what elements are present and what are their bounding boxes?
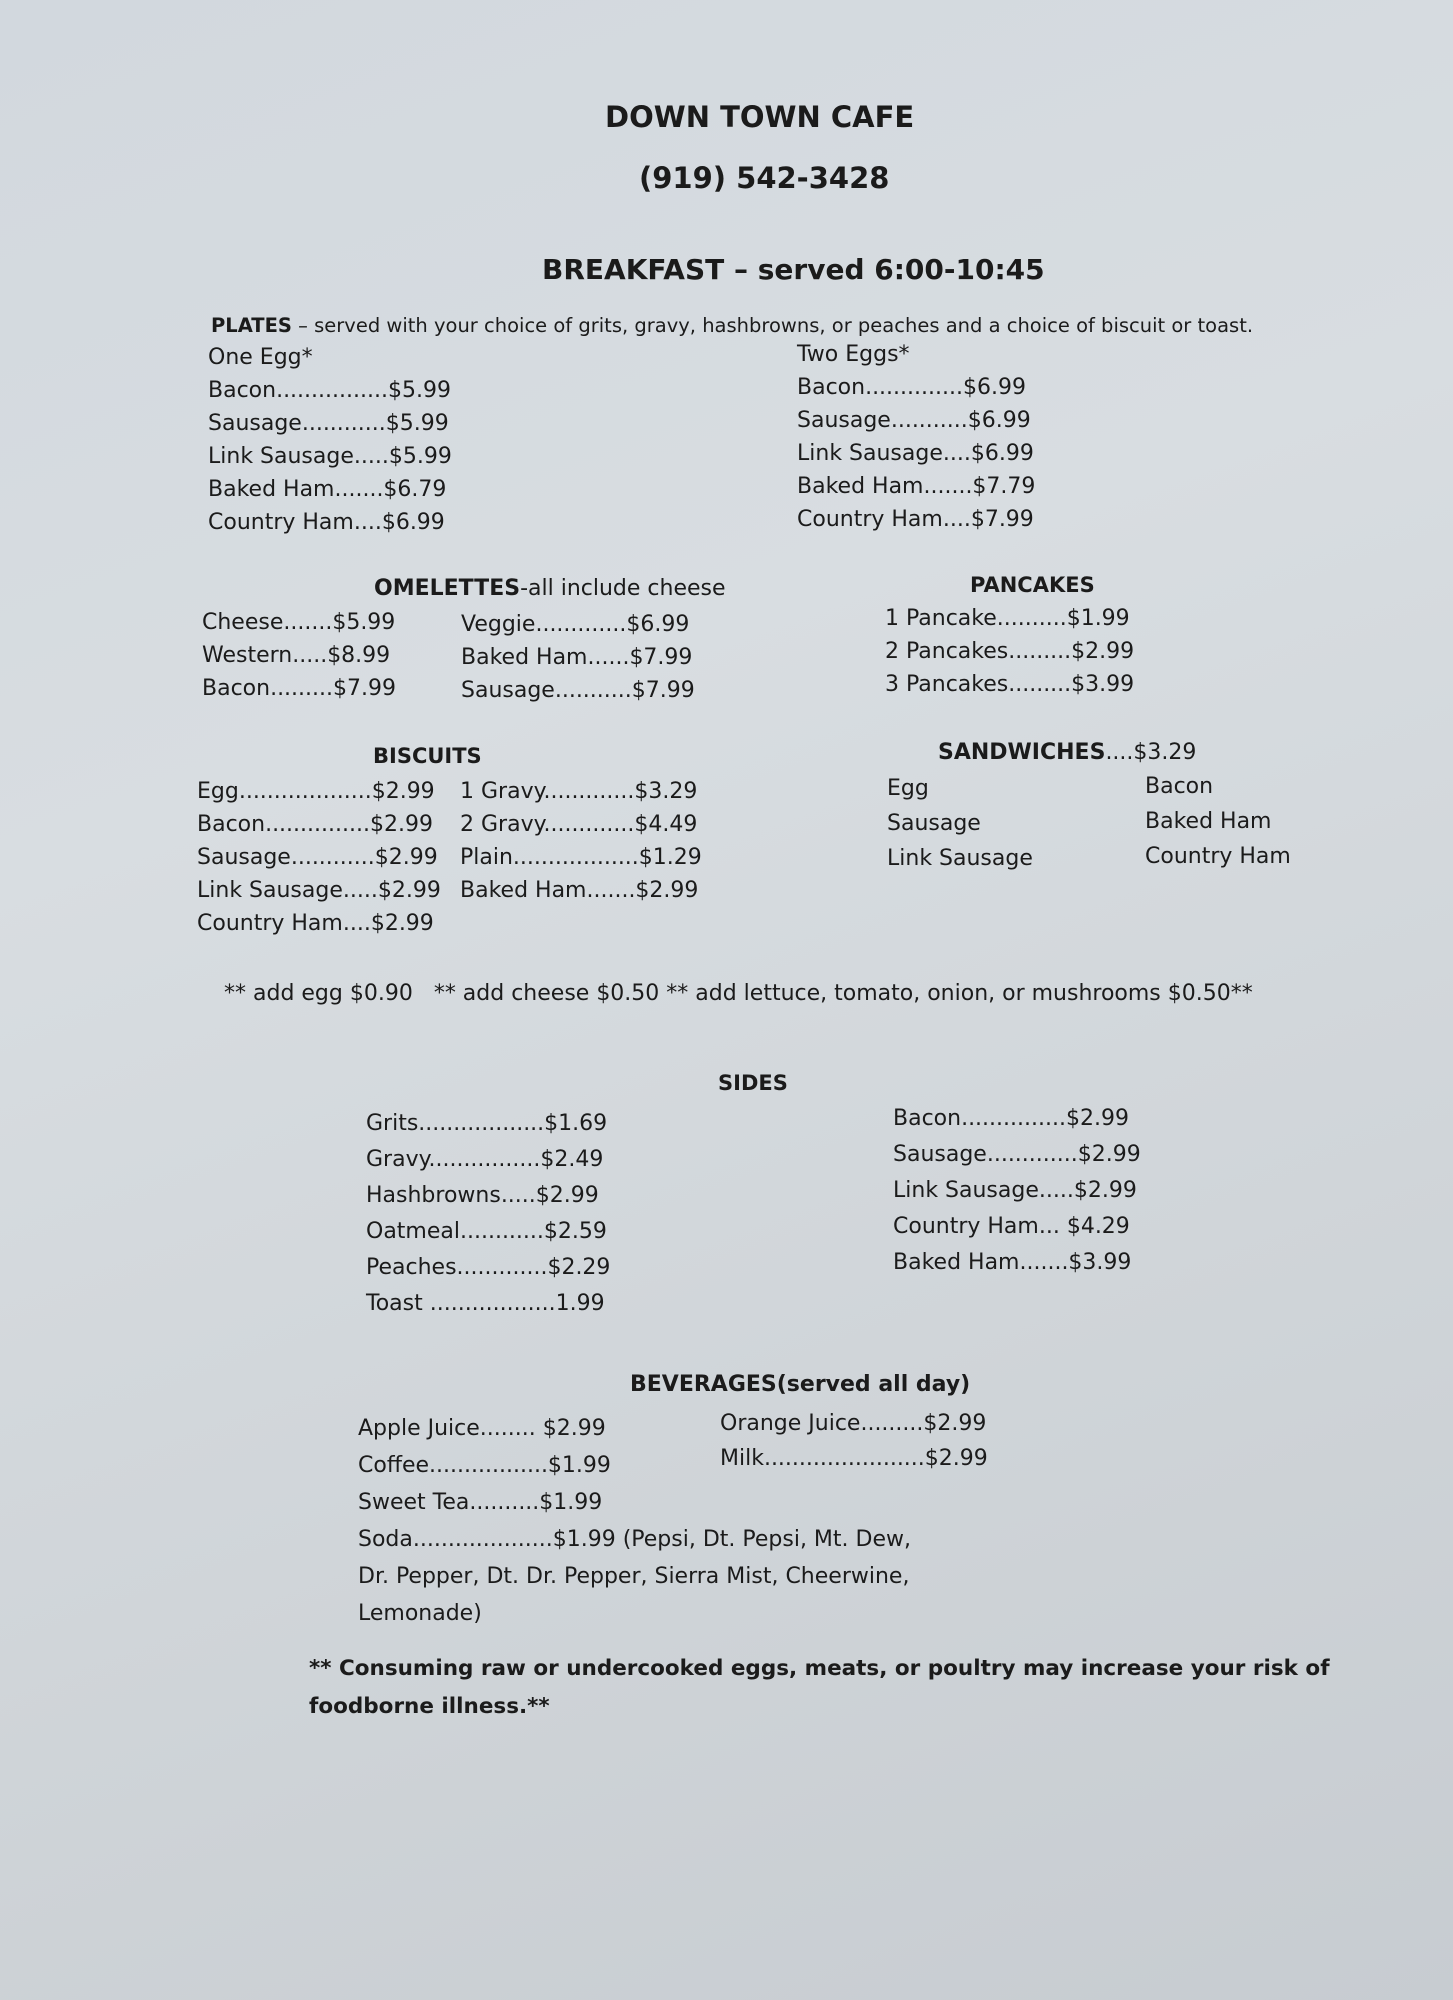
cafe-phone: (919) 542-3428 bbox=[639, 161, 890, 195]
list-item: Sausage...........$6.99 bbox=[797, 408, 1031, 433]
list-item: Oatmeal............$2.59 bbox=[366, 1219, 607, 1244]
list-item: Peaches.............$2.29 bbox=[366, 1255, 611, 1280]
list-item: Cheese.......$5.99 bbox=[202, 610, 396, 635]
omelettes-column-1 bbox=[202, 606, 396, 705]
list-item: Lemonade) bbox=[358, 1601, 482, 1626]
omelettes-heading bbox=[374, 578, 726, 600]
sandwiches-column-1 bbox=[887, 771, 1033, 876]
list-item: Bacon..............$6.99 bbox=[797, 375, 1026, 400]
list-item: Western.....$8.99 bbox=[202, 643, 391, 668]
beverages-title: BEVERAGES(served all day) bbox=[630, 1372, 971, 1397]
plates-heading bbox=[211, 314, 1253, 337]
list-item: Coffee.................$1.99 bbox=[358, 1453, 611, 1478]
list-item: Baked Ham bbox=[1145, 809, 1272, 834]
two-eggs-column bbox=[797, 338, 1035, 536]
biscuits-column-1 bbox=[197, 775, 441, 940]
list-item: Apple Juice........ $2.99 bbox=[358, 1416, 606, 1441]
list-item: 2 Gravy.............$4.49 bbox=[460, 812, 698, 837]
list-item: Sweet Tea..........$1.99 bbox=[358, 1490, 603, 1515]
list-item: 2 Pancakes.........$2.99 bbox=[885, 639, 1135, 664]
list-item: Country Ham....$7.99 bbox=[797, 507, 1034, 532]
sides-column-1 bbox=[366, 1106, 610, 1322]
list-item: Milk.......................$2.99 bbox=[720, 1446, 988, 1471]
omelettes-column-2 bbox=[461, 608, 695, 707]
list-item: Bacon...............$2.99 bbox=[893, 1106, 1129, 1131]
list-item: Orange Juice.........$2.99 bbox=[720, 1411, 987, 1436]
list-item: Gravy................$2.49 bbox=[366, 1147, 604, 1172]
list-item: Dr. Pepper, Dt. Dr. Pepper, Sierra Mist, Cheerwine, bbox=[358, 1564, 910, 1589]
list-item: 3 Pancakes.........$3.99 bbox=[885, 672, 1135, 697]
list-item: Link Sausage....$6.99 bbox=[797, 441, 1034, 466]
list-item: Link Sausage.....$2.99 bbox=[197, 878, 441, 903]
list-item: Sausage bbox=[887, 811, 981, 836]
list-item: Egg...................$2.99 bbox=[197, 779, 435, 804]
list-item: Baked Ham.......$6.79 bbox=[208, 477, 447, 502]
cafe-name: DOWN TOWN CAFE bbox=[605, 100, 915, 134]
warning-line-1: ** Consuming raw or undercooked eggs, meats, or poultry may increase your risk of bbox=[309, 1656, 1330, 1681]
list-item: Link Sausage.....$5.99 bbox=[208, 444, 452, 469]
warning-line-2: foodborne illness.** bbox=[309, 1694, 550, 1719]
list-item: Country Ham....$6.99 bbox=[208, 510, 445, 535]
list-item: Baked Ham......$7.99 bbox=[461, 645, 693, 670]
list-item: Bacon bbox=[1145, 774, 1214, 799]
list-item: Toast ..................1.99 bbox=[366, 1291, 605, 1316]
sandwiches-column-2 bbox=[1145, 769, 1291, 874]
list-item: Bacon...............$2.99 bbox=[197, 812, 433, 837]
list-item: Sausage...........$7.99 bbox=[461, 678, 695, 703]
list-item: Soda....................$1.99 (Pepsi, Dt. Pepsi, Mt. Dew, bbox=[358, 1527, 911, 1552]
list-item: Egg bbox=[887, 776, 929, 801]
two-eggs-title: Two Eggs* bbox=[797, 342, 910, 367]
plates-description: – served with your choice of grits, gravy, hashbrowns, or peaches and a choice of biscuit or toast. bbox=[298, 314, 1254, 337]
list-item: Sausage.............$2.99 bbox=[893, 1142, 1141, 1167]
sides-column-2 bbox=[893, 1101, 1141, 1281]
list-item: Link Sausage.....$2.99 bbox=[893, 1178, 1137, 1203]
list-item: Baked Ham.......$2.99 bbox=[460, 878, 699, 903]
omelettes-subtitle: -all include cheese bbox=[520, 576, 726, 601]
list-item: Baked Ham.......$7.79 bbox=[797, 474, 1036, 499]
breakfast-title: BREAKFAST – served 6:00-10:45 bbox=[542, 253, 1045, 286]
one-egg-column bbox=[208, 341, 452, 539]
list-item: 1 Gravy.............$3.29 bbox=[460, 779, 698, 804]
pancakes-title: PANCAKES bbox=[970, 573, 1095, 597]
list-item: Veggie.............$6.99 bbox=[461, 612, 690, 637]
sandwiches-title: SANDWICHES bbox=[938, 740, 1106, 765]
sides-title: SIDES bbox=[718, 1071, 788, 1095]
food-safety-warning bbox=[309, 1650, 1330, 1726]
list-item: Sausage............$2.99 bbox=[197, 845, 438, 870]
list-item: 1 Pancake..........$1.99 bbox=[885, 606, 1130, 631]
biscuits-column-2 bbox=[460, 775, 702, 907]
list-item: Country Ham....$2.99 bbox=[197, 911, 434, 936]
list-item: Grits..................$1.69 bbox=[366, 1111, 608, 1136]
list-item: Plain..................$1.29 bbox=[460, 845, 702, 870]
beverages-column-2 bbox=[720, 1406, 988, 1476]
list-item: Country Ham... $4.29 bbox=[893, 1214, 1130, 1239]
one-egg-title: One Egg* bbox=[208, 345, 313, 370]
addons-note: ** add egg $0.90 ** add cheese $0.50 ** add lettuce, tomato, onion, or mushrooms $0.50** bbox=[224, 981, 1253, 1006]
list-item: Bacon................$5.99 bbox=[208, 378, 451, 403]
list-item: Sausage............$5.99 bbox=[208, 411, 449, 436]
sandwiches-price: ....$3.29 bbox=[1105, 740, 1197, 765]
pancakes-list bbox=[885, 602, 1134, 701]
plates-title: PLATES bbox=[211, 314, 292, 337]
omelettes-title: OMELETTES bbox=[374, 576, 521, 601]
list-item: Country Ham bbox=[1145, 844, 1291, 869]
biscuits-title: BISCUITS bbox=[373, 744, 482, 768]
list-item: Bacon.........$7.99 bbox=[202, 676, 396, 701]
list-item: Link Sausage bbox=[887, 846, 1033, 871]
list-item: Baked Ham.......$3.99 bbox=[893, 1250, 1132, 1275]
sandwiches-heading bbox=[938, 742, 1196, 764]
list-item: Hashbrowns.....$2.99 bbox=[366, 1183, 599, 1208]
